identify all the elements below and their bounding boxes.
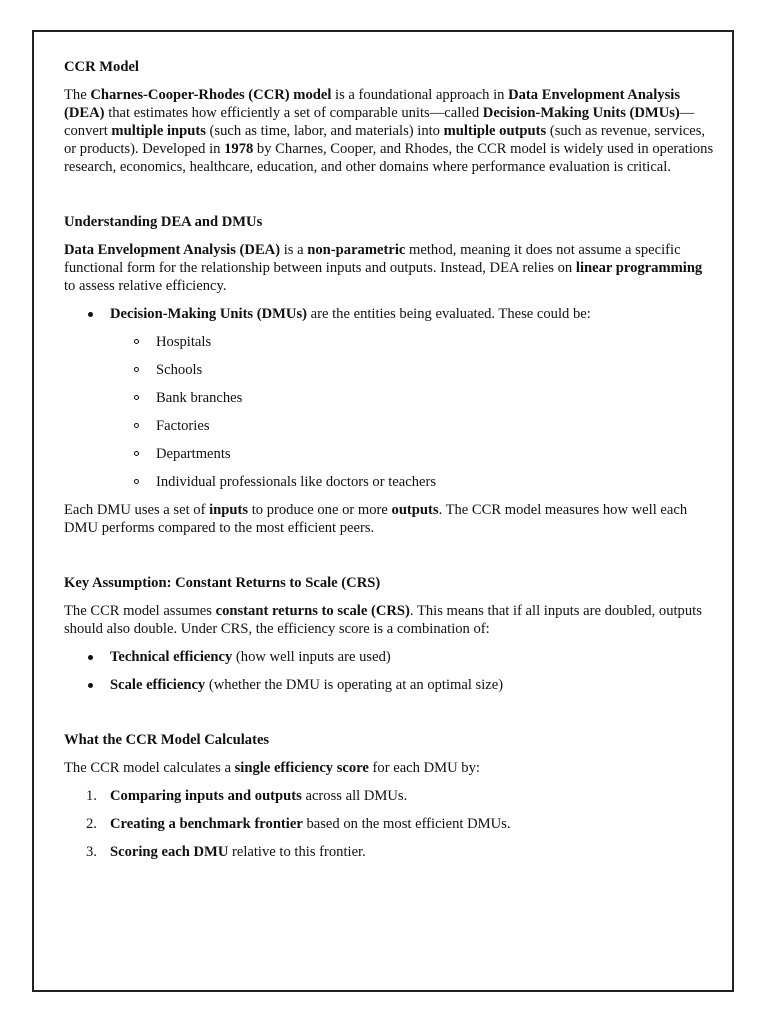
efficiency-bullet-list (64, 648, 714, 694)
list-item: Hospitals (64, 333, 714, 351)
dmu-bullet-list (64, 305, 714, 491)
list-item: Factories (64, 417, 714, 435)
list-item: 2. Creating a benchmark frontier based on the most efficient DMUs. (86, 816, 511, 832)
calc-paragraph: The CCR model calculates a single efficiency score for each DMU by: (64, 760, 480, 776)
list-item: Departments (64, 445, 714, 463)
ccr-intro-paragraph: The Charnes-Cooper-Rhodes (CCR) model is a foundational approach in Data Envelopment Analysis (DEA) that estimates how efficiently a set of comparable units—called Decision-Making Units (DMUs)—convert multiple inputs (such as time, labor, and materials) into multiple outputs (such as revenue, services, or products). Developed in 1978 by Charnes, Cooper, and Rhodes, the CCR model is widely used in operations research, economics, healthcare, education, and other domains where performance evaluation is critical. (64, 87, 714, 175)
section-heading-dea-dmus: Understanding DEA and DMUs (64, 214, 263, 230)
list-item: Bank branches (64, 389, 714, 407)
steps-numbered-list (64, 787, 714, 861)
list-item: 3. Scoring each DMU relative to this frontier. (86, 844, 366, 860)
section-heading-calculates: What the CCR Model Calculates (64, 732, 270, 748)
section-heading-crs: Key Assumption: Constant Returns to Scale (CRS) (64, 575, 381, 591)
list-item: 1. Comparing inputs and outputs across all DMUs. (86, 788, 408, 804)
dmu-inputs-outputs-paragraph: Each DMU uses a set of inputs to produce one or more outputs. The CCR model measures how well each DMU performs compared to the most efficient peers. (64, 502, 688, 536)
list-item: Scale efficiency (whether the DMU is operating at an optimal size) (64, 676, 714, 694)
list-item: Technical efficiency (how well inputs are used) (64, 648, 714, 666)
dmu-examples-list (64, 333, 714, 491)
document-body (64, 58, 714, 861)
crs-paragraph: The CCR model assumes constant returns to scale (CRS). This means that if all inputs are doubled, outputs should also double. Under CRS, the efficiency score is a combination of: (64, 603, 702, 637)
list-item: Schools (64, 361, 714, 379)
list-item: Individual professionals like doctors or teachers (64, 473, 714, 491)
section-heading-ccr-model: CCR Model (64, 59, 139, 75)
list-item: Decision-Making Units (DMUs) are the entities being evaluated. These could be: Hospitals Schools Bank branches Factories Departments Individual professionals like doctors or teachers (64, 305, 714, 491)
dea-definition-paragraph: Data Envelopment Analysis (DEA) is a non-parametric method, meaning it does not assume a specific functional form for the relationship between inputs and outputs. Instead, DEA relies on linear programming to assess relative efficiency. (64, 242, 703, 294)
